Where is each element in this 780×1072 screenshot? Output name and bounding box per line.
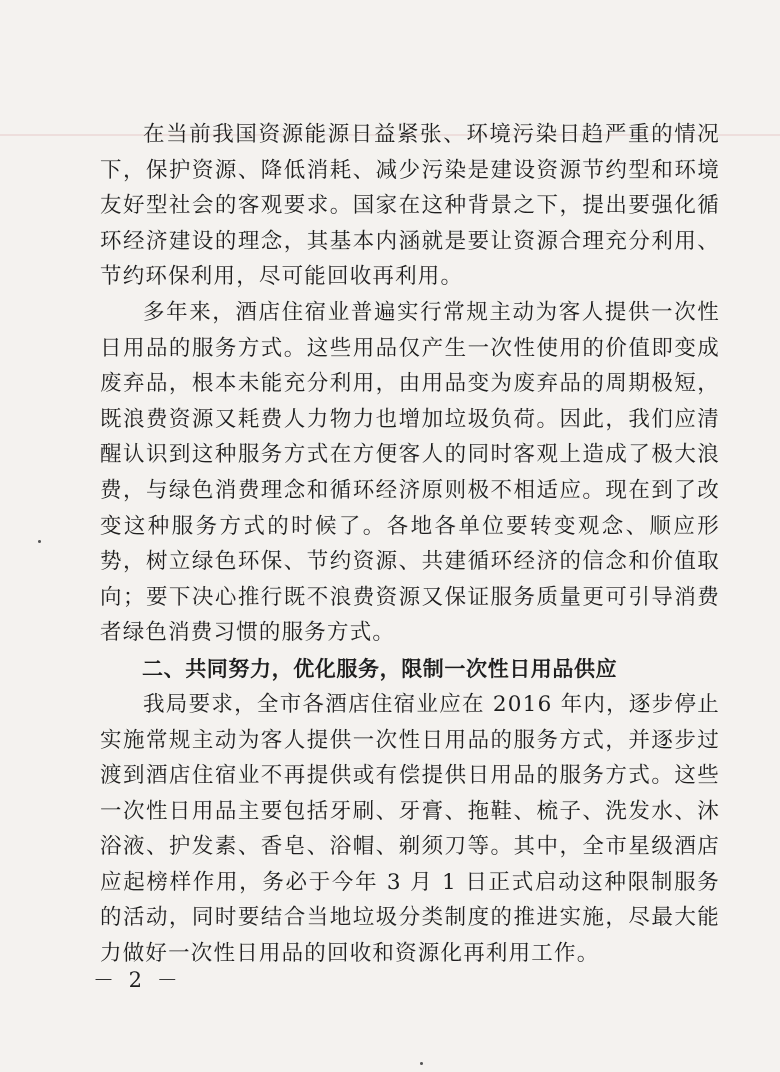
paragraph-bureau-requirements: 我局要求，全市各酒店住宿业应在 2016 年内，逐步停止实施常规主动为客人提供一次性日用品的服务方式，并逐步过渡到酒店住宿业不再提供或有偿提供日用品的服务方式。这些一次性日用品主要包括牙刷、牙膏、拖鞋、梳子、洗发水、沐浴液、护发素、香皂、浴帽、剃须刀等。其中，全市星级酒店应起榜样作用，务必于今年 3 月 1 日正式启动这种限制服务的活动，同时要结合当地垃圾分类制度的推进实施，尽最大能力做好一次性日用品的回收和资源化再利用工作。 [100,691,720,967]
scan-speck [38,540,41,543]
page-number: － 2 － [93,968,182,992]
document-body [100,117,720,972]
section-heading: 二、共同努力，优化服务，限制一次性日用品供应 [142,656,618,681]
paragraph-resource-context: 在当前我国资源能源日益紧张、环境污染日趋严重的情况下，保护资源、降低消耗、减少污染是建设资源节约型和环境友好型社会的客观要求。国家在这种背景之下，提出要强化循环经济建设的理念，其基本内涵就是要让资源合理充分利用、节约环保利用，尽可能回收再利用。 [100,122,720,290]
scan-speck [420,1062,423,1065]
paragraph-hotel-practice: 多年来，酒店住宿业普遍实行常规主动为客人提供一次性日用品的服务方式。这些用品仅产生一次性使用的价值即变成废弃品，根本未能充分利用，由用品变为废弃品的周期极短，既浪费资源又耗费人力物力也增加垃圾负荷。因此，我们应清醒认识到这种服务方式在方便客人的同时客观上造成了极大浪费，与绿色消费理念和循环经济原则极不相适应。现在到了改变这种服务方式的时候了。各地各单位要转变观念、顺应形势，树立绿色环保、节约资源、共建循环经济的信念和价值取向；要下决心推行既不浪费资源又保证服务质量更可引导消费者绿色消费习惯的服务方式。 [100,299,720,646]
